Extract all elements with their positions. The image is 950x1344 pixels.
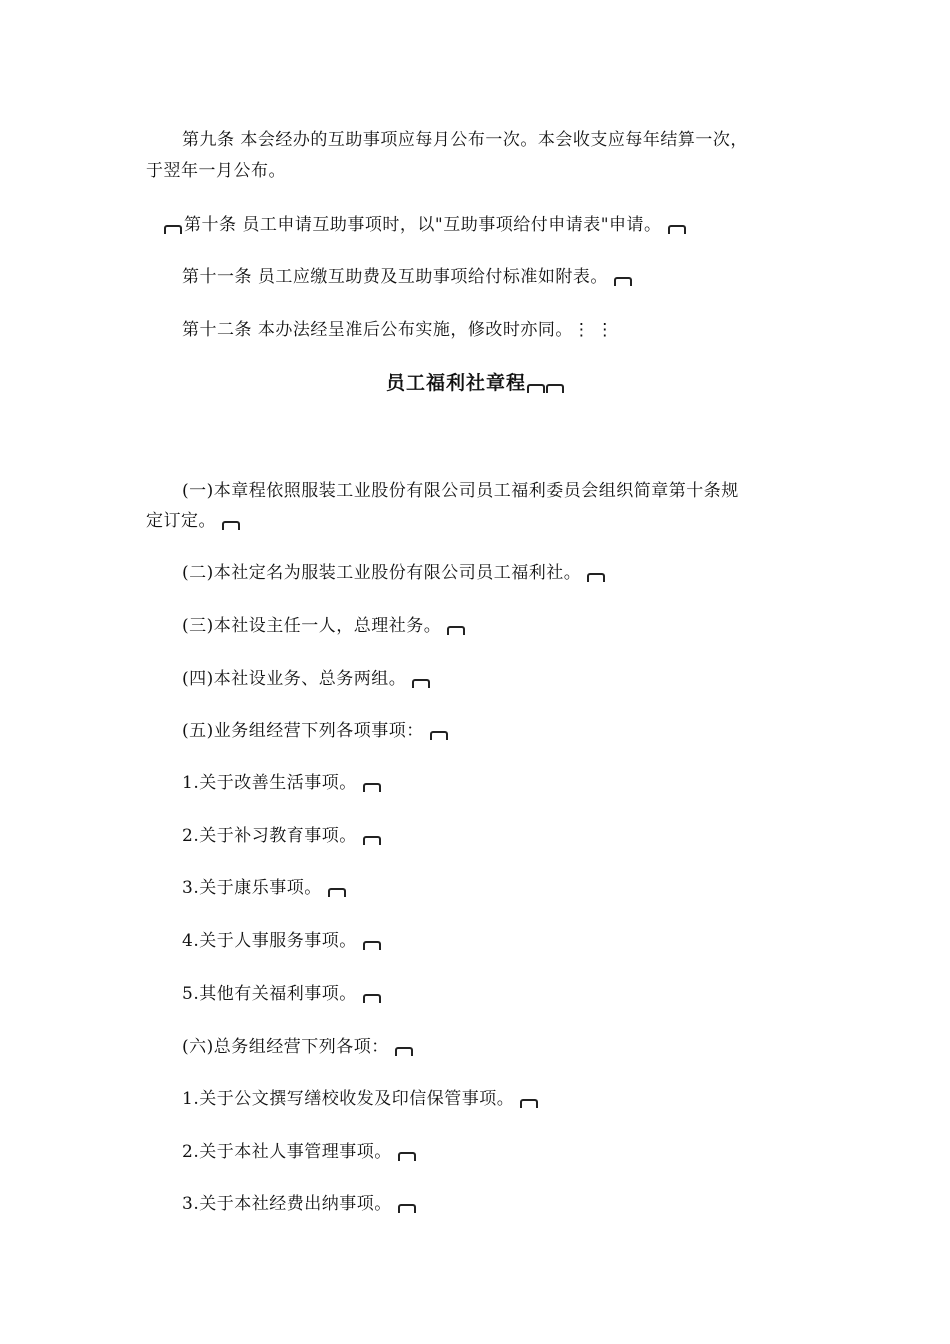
format-mark-icon — [222, 521, 240, 530]
clause-6-item-1: 1.关于公文撰写缮校收发及印信保管事项。 — [182, 1089, 515, 1109]
clause-5-item-1: 1.关于改善生活事项。 — [182, 773, 357, 793]
clause-2 — [146, 559, 842, 588]
format-mark-icon — [328, 888, 346, 897]
article-10 — [146, 211, 806, 240]
list-item — [146, 822, 842, 851]
list-item — [146, 874, 842, 903]
format-mark-icon — [520, 1099, 538, 1108]
format-mark-icon — [430, 731, 448, 740]
clause-3-text: (三)本社设主任一人，总理社务。 — [182, 616, 442, 636]
clause-4-text: (四)本社设业务、总务两组。 — [182, 669, 407, 689]
format-mark-icon — [398, 1152, 416, 1161]
list-item — [146, 1138, 842, 1167]
format-mark-icon — [363, 994, 381, 1003]
article-12-text: 第十二条 本办法经呈准后公布实施，修改时亦同。⋮ ⋮ — [182, 320, 614, 340]
section-title-text: 员工福利社章程 — [385, 372, 526, 394]
article-12 — [146, 316, 842, 345]
clause-5-item-4: 4.关于人事服务事项。 — [182, 931, 357, 951]
clause-5-item-3: 3.关于康乐事项。 — [182, 878, 322, 898]
clause-4 — [146, 665, 842, 694]
format-mark-icon — [395, 1047, 413, 1056]
article-9-line-1: 第九条 本会经办的互助事项应每月公布一次。本会收支应每年结算一次， — [182, 130, 748, 150]
section-title — [0, 368, 950, 398]
clause-1-line-2: 定订定。 — [146, 511, 216, 531]
list-item — [146, 927, 842, 956]
format-mark-icon — [668, 225, 686, 234]
clause-6 — [146, 1033, 842, 1062]
clause-1-continued — [146, 507, 806, 536]
list-item — [146, 769, 842, 798]
clause-5-item-5: 5.其他有关福利事项。 — [182, 984, 357, 1004]
clause-3 — [146, 612, 842, 641]
clause-5 — [146, 717, 842, 746]
format-mark-icon — [447, 626, 465, 635]
clause-6-item-2: 2.关于本社人事管理事项。 — [182, 1142, 392, 1162]
format-mark-icon — [412, 679, 430, 688]
list-item — [146, 1190, 842, 1219]
clause-6-item-3: 3.关于本社经费出纳事项。 — [182, 1194, 392, 1214]
clause-1-line-1: (一)本章程依照服装工业股份有限公司员工福利委员会组织简章第十条规 — [182, 481, 739, 501]
format-mark-icon — [546, 384, 564, 393]
article-10-text: 第十条 员工申请互助事项时，以"互助事项给付申请表"申请。 — [184, 215, 662, 235]
format-mark-icon — [363, 836, 381, 845]
clause-6-text: (六)总务组经营下列各项： — [182, 1037, 389, 1057]
clause-2-text: (二)本社定名为服装工业股份有限公司员工福利社。 — [182, 563, 582, 583]
format-mark-icon — [363, 941, 381, 950]
list-item — [146, 1085, 842, 1114]
format-mark-icon — [587, 573, 605, 582]
format-mark-icon — [363, 783, 381, 792]
list-item — [146, 980, 842, 1009]
clause-5-item-2: 2.关于补习教育事项。 — [182, 826, 357, 846]
clause-5-text: (五)业务组经营下列各项事项： — [182, 721, 424, 741]
article-9-continued — [146, 157, 806, 186]
format-mark-icon — [614, 277, 632, 286]
format-mark-icon — [164, 225, 182, 234]
article-9-line-2: 于翌年一月公布。 — [146, 161, 286, 181]
clause-1 — [146, 477, 842, 506]
article-11-text: 第十一条 员工应缴互助费及互助事项给付标准如附表。 — [182, 267, 608, 287]
article-11 — [146, 263, 842, 292]
format-mark-icon — [527, 384, 545, 393]
article-9 — [146, 126, 842, 155]
format-mark-icon — [398, 1204, 416, 1213]
